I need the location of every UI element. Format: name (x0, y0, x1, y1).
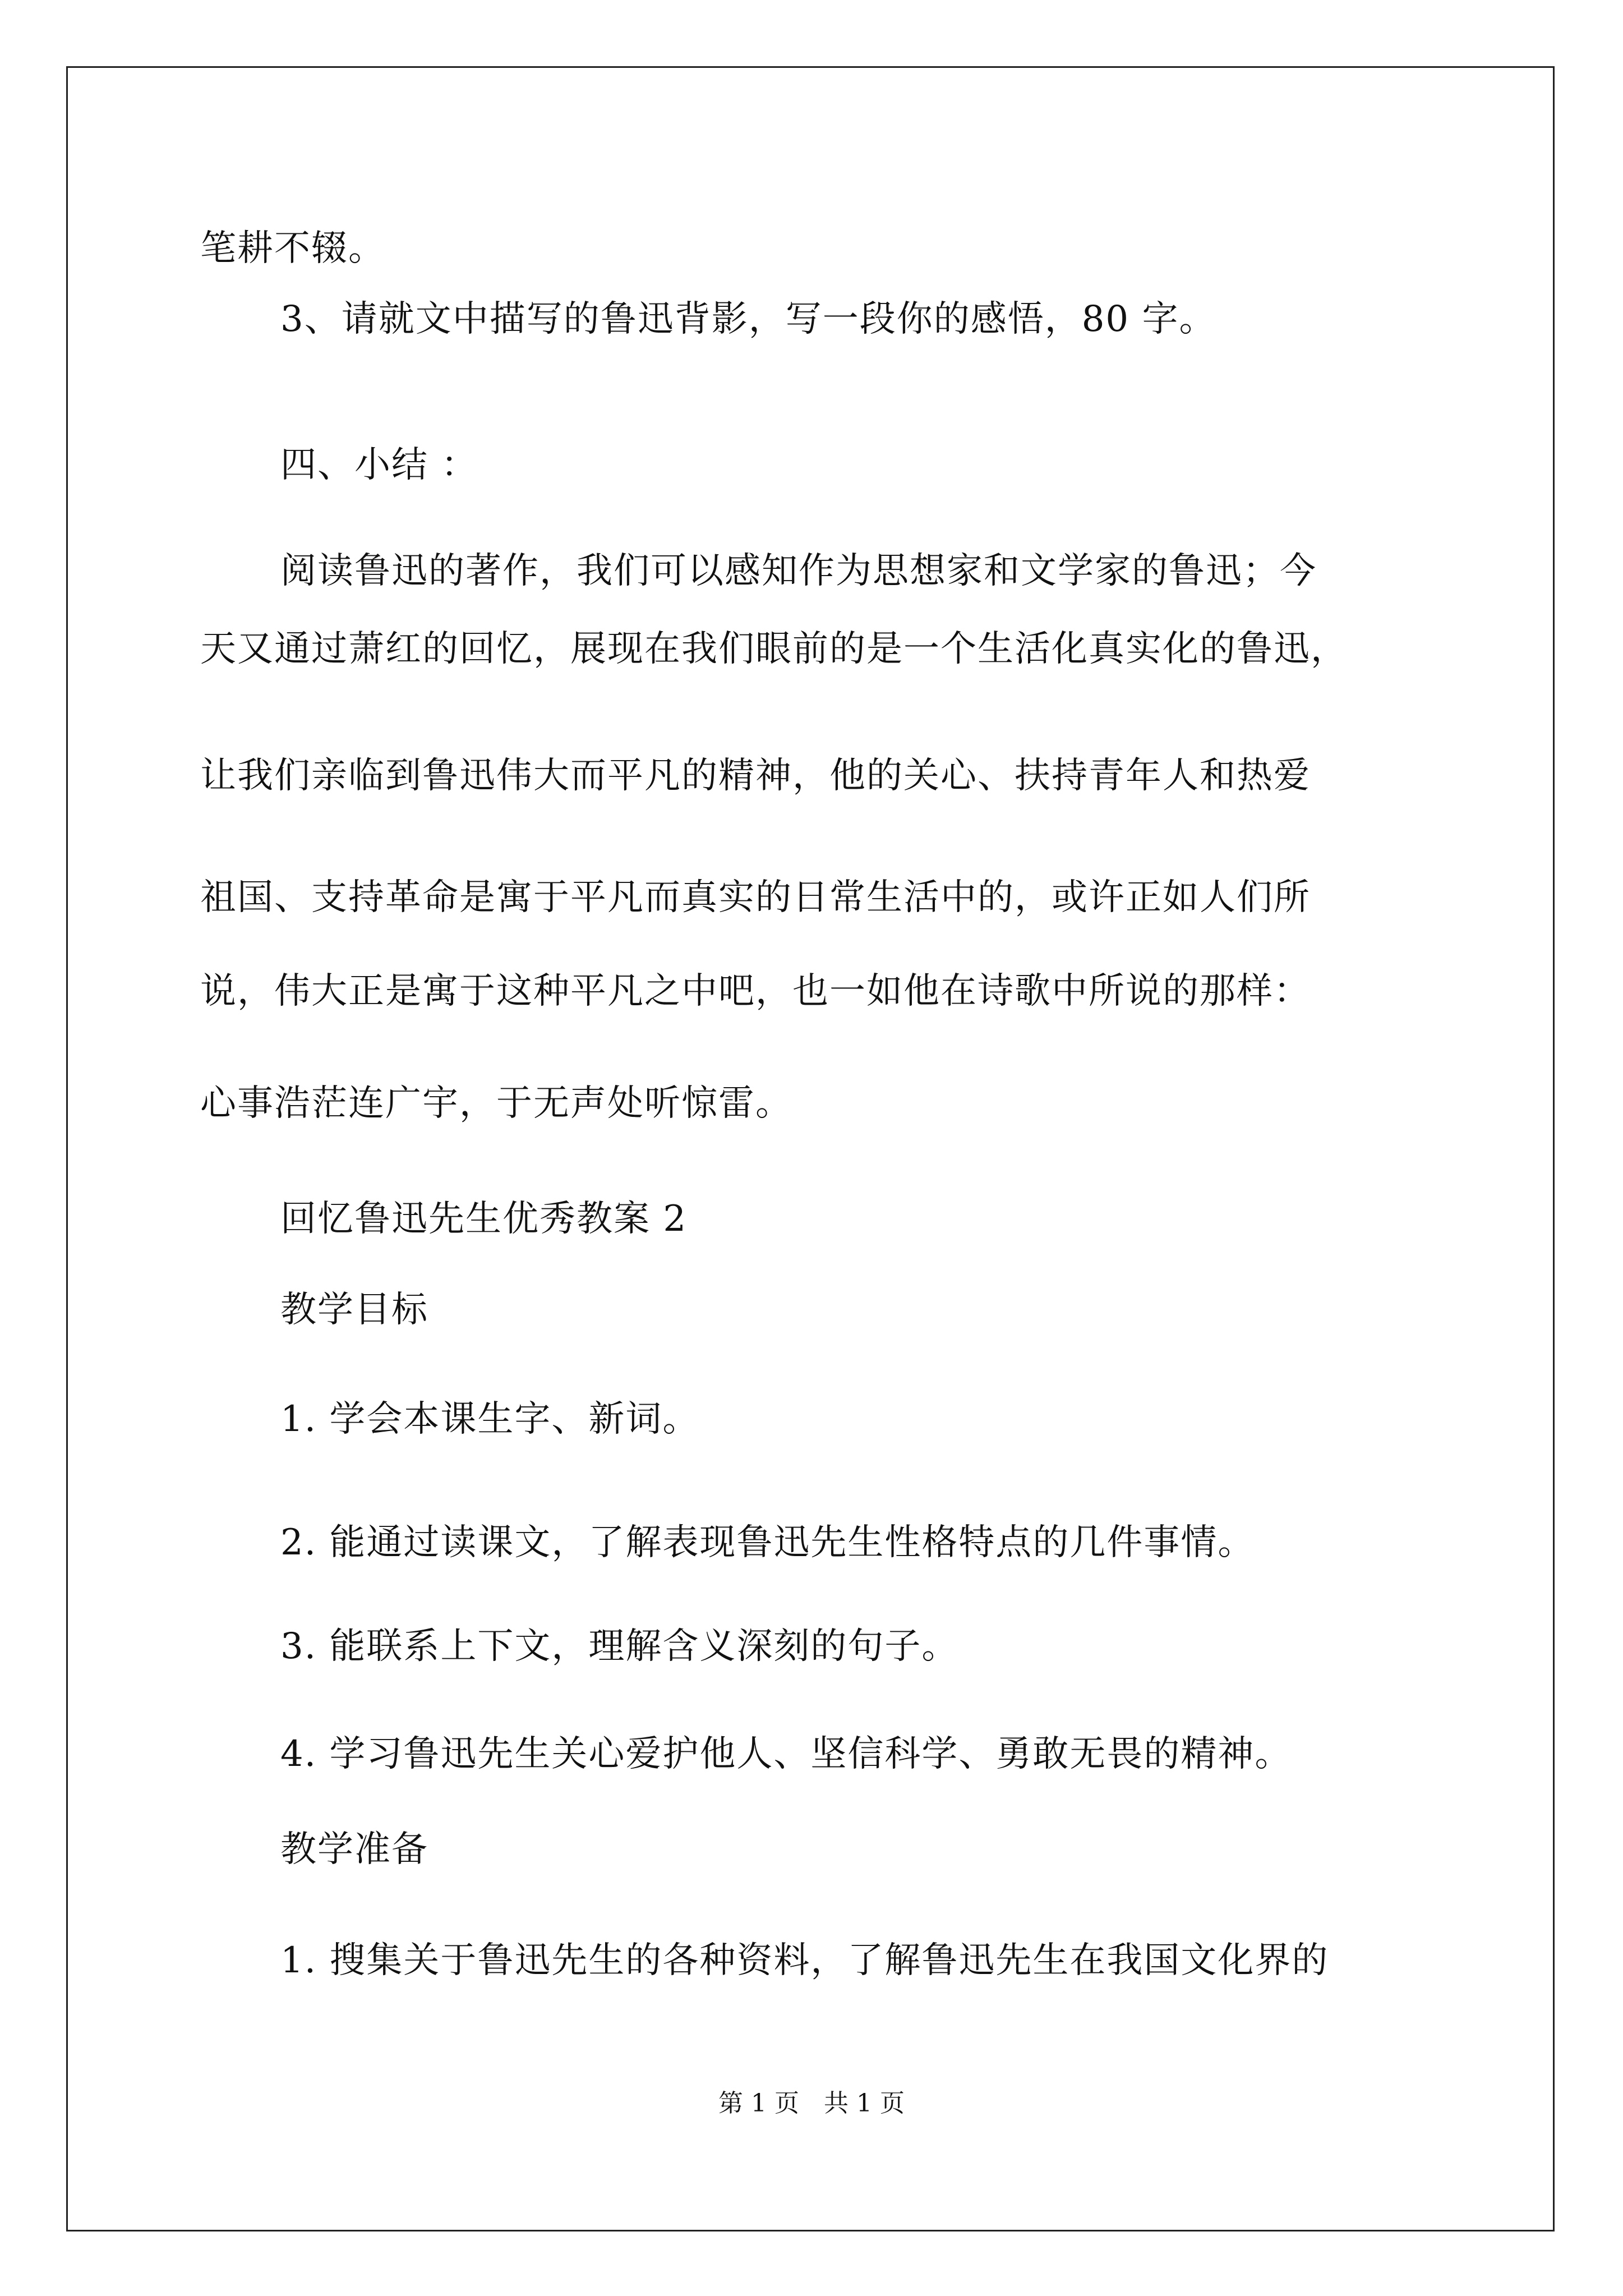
text-line: 阅读鲁迅的著作，我们可以感知作为思想家和文学家的鲁迅；今 (280, 550, 1317, 592)
section-heading: 教学目标 (280, 1289, 428, 1331)
section-heading: 教学准备 (280, 1829, 428, 1870)
text-line: 四、小结 ： (280, 444, 478, 486)
text-line: 说，伟大正是寓于这种平凡之中吧，也一如他在诗歌中所说的那样： (200, 970, 1311, 1012)
list-item: 4. 学习鲁迅先生关心爱护他人、坚信科学、勇敢无畏的精神。 (280, 1733, 1292, 1775)
text-line: 天又通过萧红的回忆，展现在我们眼前的是一个生活化真实化的鲁迅， (200, 628, 1348, 670)
list-item: 2. 能通过读课文，了解表现鲁迅先生性格特点的几件事情。 (280, 1522, 1255, 1563)
text-line: 祖国、支持革命是寓于平凡而真实的日常生活中的，或许正如人们所 (200, 877, 1311, 918)
list-item: 3. 能联系上下文，理解含义深刻的句子。 (280, 1626, 959, 1667)
list-item: 1. 搜集关于鲁迅先生的各种资料，了解鲁迅先生在我国文化界的 (280, 1940, 1329, 1981)
section-title: 回忆鲁迅先生优秀教案 2 (280, 1198, 688, 1240)
text-line: 笔耕不辍。 (200, 228, 385, 269)
list-item: 1. 学会本课生字、新词。 (280, 1398, 700, 1440)
text-line: 3、请就文中描写的鲁迅背影，写一段你的感悟，80 字。 (280, 298, 1216, 340)
text-line: 心事浩茫连广宇，于无声处听惊雷。 (200, 1083, 792, 1124)
text-line: 让我们亲临到鲁迅伟大而平凡的精神，他的关心、扶持青年人和热爱 (200, 755, 1311, 797)
page-number-footer: 第 1 页 共 1 页 (718, 2089, 905, 2118)
page-border (66, 66, 1555, 2231)
